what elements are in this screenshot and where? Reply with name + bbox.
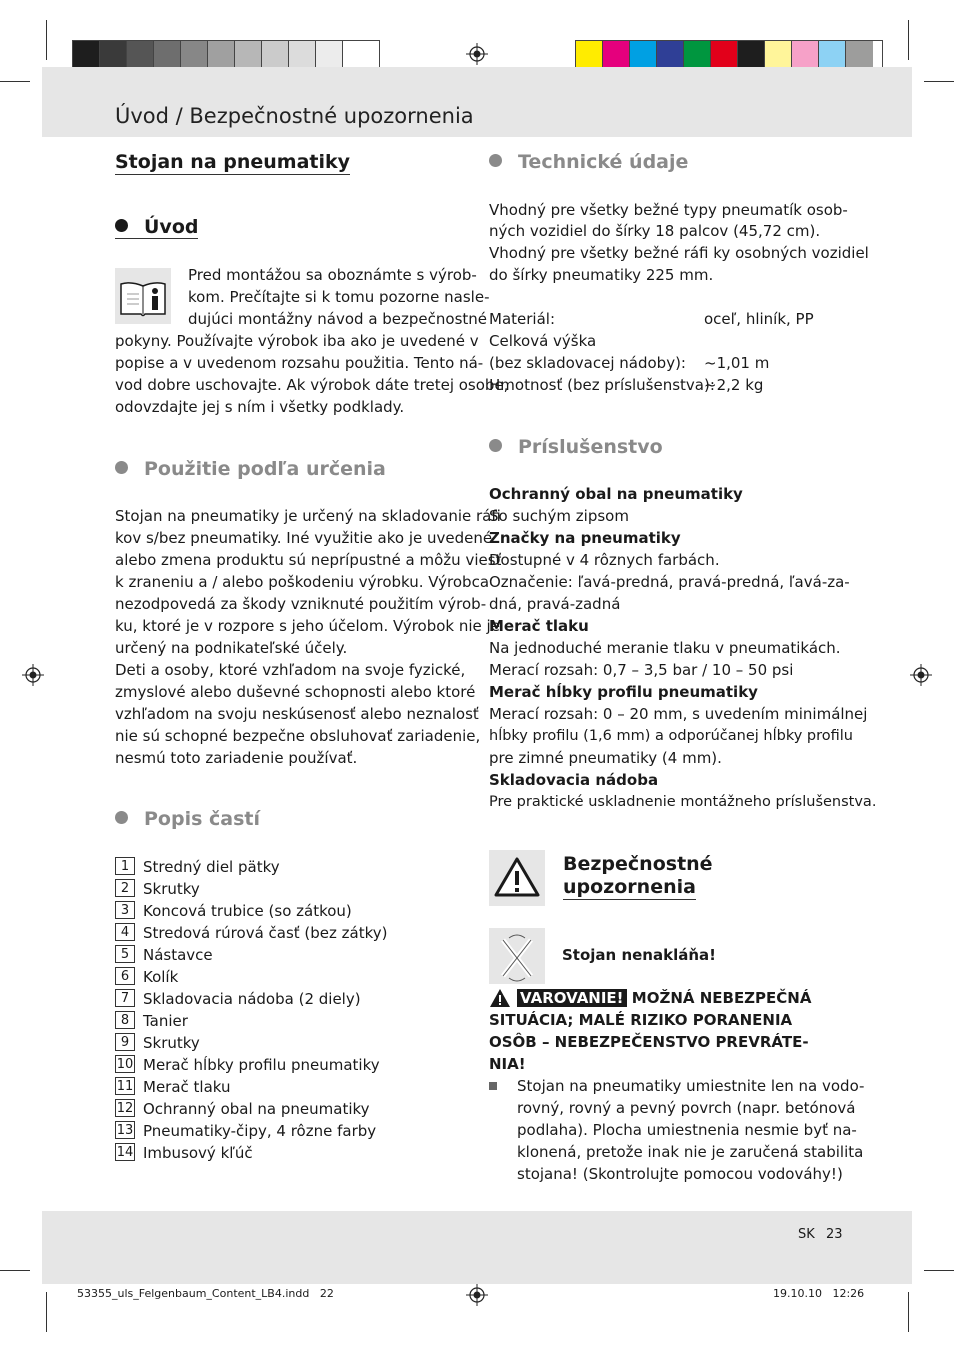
process-color-bar — [575, 40, 883, 70]
parts-item — [115, 1142, 253, 1164]
intro-line: popise a v uvedenom rozsahu použitia. Tento ná- — [115, 354, 484, 372]
tech-line: ných vozidiel do šírky 18 palcov (45,72 cm). — [489, 222, 821, 240]
spec-label: Celková výška — [489, 332, 597, 350]
part-label: Kolík — [143, 968, 179, 986]
registration-mark-icon — [910, 664, 932, 686]
crop-mark — [0, 81, 30, 82]
part-number: 8 — [115, 1011, 135, 1029]
accessory-line: hĺbky profilu (1,6 mm) a odporúčanej hĺbky profilu — [489, 728, 853, 744]
part-label: Tanier — [143, 1012, 188, 1030]
parts-item — [115, 900, 352, 922]
crop-mark — [46, 20, 47, 60]
intro-line: Pred montážou sa oboznámte s výrob- — [188, 266, 477, 284]
color-swatch — [711, 41, 738, 69]
parts-item — [115, 1032, 200, 1054]
no-tilt-text: Stojan nenakláňa! — [562, 946, 716, 964]
tech-line: Vhodný pre všetky bežné ráfi ky osobných vozidiel — [489, 244, 869, 262]
parts-item — [115, 1010, 188, 1032]
color-swatch — [846, 41, 873, 69]
color-swatch — [630, 41, 657, 69]
spec-label: Hmotnosť (bez príslušenstva): — [489, 376, 715, 394]
tech-line: Vhodný pre všetky bežné typy pneumatík osob- — [489, 201, 848, 219]
safety-bullet-line: rovný, rovný a pevný povrch (napr. betónová — [517, 1099, 856, 1117]
part-label: Merač hĺbky profilu pneumatiky — [143, 1056, 380, 1074]
usage-line: nesmú toto zariadenie používať. — [115, 749, 358, 767]
warning-label: VAROVANIE! — [517, 989, 627, 1007]
part-label: Skrutky — [143, 880, 200, 898]
parts-heading: Popis častí — [115, 808, 260, 830]
color-swatch — [235, 41, 262, 69]
part-number: 5 — [115, 945, 135, 963]
part-number: 12 — [116, 1101, 134, 1116]
color-swatch — [73, 41, 100, 69]
color-swatch — [100, 41, 127, 69]
accessory-title: Merač hĺbky profilu pneumatiky — [489, 683, 758, 701]
part-label: Nástavce — [143, 946, 213, 964]
crop-mark — [924, 81, 954, 82]
safety-bullet-line: Stojan na pneumatiky umiestnite len na vodo- — [517, 1077, 865, 1095]
color-swatch — [792, 41, 819, 69]
safety-bullet-line: stojana! (Skontrolujte pomocou vodováhy!) — [517, 1165, 843, 1183]
part-number: 4 — [115, 923, 135, 941]
registration-mark-icon — [466, 1284, 488, 1306]
color-swatch — [127, 41, 154, 69]
parts-item — [115, 1120, 376, 1142]
color-swatch — [181, 41, 208, 69]
accessory-line: dná, pravá-zadná — [489, 595, 621, 613]
part-label: Stredová rúrová časť (bez zátky) — [143, 924, 388, 942]
part-label: Stredný diel pätky — [143, 858, 280, 876]
intro-heading: Úvod — [115, 216, 198, 239]
usage-line: vzhľadom na svoju neskúsenosť alebo neznalosť — [115, 705, 479, 723]
part-number: 1 — [115, 857, 135, 875]
warning-triangle-icon — [489, 850, 545, 906]
tech-line: do šírky pneumatiky 225 mm. — [489, 266, 714, 284]
accessory-line: Dostupné v 4 rôznych farbách. — [489, 551, 720, 569]
bullet-dot-icon — [489, 439, 502, 452]
parts-item — [115, 1076, 231, 1098]
intro-line: dujúci montážny návod a bezpečnostné — [188, 310, 488, 328]
color-swatch — [765, 41, 792, 69]
tech-heading: Technické údaje — [489, 151, 688, 173]
color-swatch — [603, 41, 630, 69]
usage-line: určený na podnikateľské účely. — [115, 639, 348, 657]
accessory-title: Značky na pneumatiky — [489, 529, 681, 547]
crop-mark — [908, 20, 909, 60]
usage-line: nezodpovedá za škody vzniknuté použitím výrob- — [115, 595, 487, 613]
accessory-line: Na jednoduché meranie tlaku v pneumatikách. — [489, 639, 841, 657]
usage-line: zmyslové alebo duševné schopnosti alebo ktoré — [115, 683, 476, 701]
parts-item — [115, 966, 178, 988]
usage-line: kov s/bez pneumatiky. Iné využitie ako je uvedené — [115, 529, 493, 547]
accessory-line: So suchým zipsom — [489, 507, 629, 525]
part-label: Skladovacia nádoba (2 diely) — [143, 990, 361, 1008]
spec-label: Materiál: — [489, 310, 555, 328]
usage-heading: Použitie podľa určenia — [115, 458, 386, 480]
warning-line: NIA! — [489, 1055, 526, 1073]
usage-line: Deti a osoby, ktoré vzhľadom na svoje fyzické, — [115, 661, 466, 679]
part-number: 2 — [115, 879, 135, 897]
bullet-dot-icon — [115, 811, 128, 824]
part-number: 7 — [115, 989, 135, 1007]
warning-first-line: VAROVANIE! MOŽNÁ NEBEZPEČNÁ — [517, 987, 811, 1009]
parts-item — [115, 944, 213, 966]
gray-color-bar — [72, 40, 380, 70]
no-tilt-icon — [489, 928, 545, 984]
bullet-dot-icon — [489, 154, 502, 167]
intro-line: pokyny. Používajte výrobok iba ako je uvedené v — [115, 332, 479, 350]
registration-mark-icon — [22, 664, 44, 686]
part-label: Merač tlaku — [143, 1078, 231, 1096]
bullet-dot-icon — [115, 219, 128, 232]
file-name: 53355_uls_Felgenbaum_Content_LB4.indd 22 — [77, 1287, 334, 1300]
intro-line: vod dobre uschovajte. Ak výrobok dáte tretej osobe, — [115, 376, 509, 394]
warning-triangle-small-icon — [489, 988, 511, 1008]
accessories-heading: Príslušenstvo — [489, 436, 663, 458]
accessory-line: Označenie: ľavá-predná, pravá-predná, ľavá-za- — [489, 573, 850, 591]
color-swatch — [657, 41, 684, 69]
accessory-title: Skladovacia nádoba — [489, 771, 659, 789]
color-swatch — [262, 41, 289, 69]
part-number: 14 — [116, 1145, 134, 1160]
warning-line: SITUÁCIA; MALÉ RIZIKO PORANENIA — [489, 1011, 793, 1029]
parts-item — [115, 1054, 380, 1076]
print-date: 19.10.10 12:26 — [773, 1287, 865, 1300]
color-swatch — [316, 41, 343, 69]
part-label: Pneumatiky-čipy, 4 rôzne farby — [143, 1122, 377, 1140]
usage-line: ku, ktoré je v rozpore s jeho účelom. Výrobok nie je — [115, 617, 500, 635]
spec-value: ~1,01 m — [704, 354, 770, 372]
language-code: SK — [798, 1227, 815, 1242]
color-swatch — [738, 41, 765, 69]
accessory-title: Merač tlaku — [489, 617, 589, 635]
registration-mark-icon — [466, 43, 488, 65]
info-book-icon — [115, 268, 171, 324]
color-swatch — [819, 41, 846, 69]
part-number: 10 — [116, 1057, 134, 1072]
usage-line: k zraneniu a / alebo poškodeniu výrobku. Výrobca — [115, 573, 490, 591]
part-number: 3 — [115, 901, 135, 919]
parts-item — [115, 922, 388, 944]
footer-band — [42, 1211, 912, 1284]
color-swatch — [289, 41, 316, 69]
color-swatch — [154, 41, 181, 69]
page-number: 23 — [826, 1227, 843, 1242]
safety-bullet-line: klonená, pretože inak nie je zaručená stabilita — [517, 1143, 864, 1161]
crop-mark — [908, 1292, 909, 1332]
part-label: Koncová trubice (so zátkou) — [143, 902, 352, 920]
parts-item — [115, 988, 361, 1010]
bullet-dot-icon — [115, 461, 128, 474]
crop-mark — [0, 1270, 30, 1271]
page-title: Úvod / Bezpečnostné upozornenia — [115, 104, 474, 128]
usage-line: Stojan na pneumatiky je určený na skladovanie ráfi — [115, 507, 501, 525]
crop-mark — [924, 1270, 954, 1271]
part-number: 13 — [116, 1123, 134, 1138]
safety-heading: Bezpečnostné upozornenia — [563, 853, 713, 898]
warning-line: OSÔB – NEBEZPEČENSTVO PREVRÁTE- — [489, 1033, 809, 1051]
usage-line: alebo zmena produktu sú neprípustné a môžu viesť — [115, 551, 502, 569]
part-label: Skrutky — [143, 1034, 200, 1052]
intro-line: kom. Prečítajte si k tomu pozorne nasle- — [188, 288, 490, 306]
color-swatch — [208, 41, 235, 69]
color-swatch — [684, 41, 711, 69]
accessory-line: Merací rozsah: 0 – 20 mm, s uvedením minimálnej — [489, 705, 868, 723]
accessory-line: pre zimné pneumatiky (4 mm). — [489, 749, 722, 767]
usage-line: nie sú schopné bezpečne obsluhovať zariadenie, — [115, 727, 481, 745]
accessory-line: Merací rozsah: 0,7 – 3,5 bar / 10 – 50 psi — [489, 661, 794, 679]
spec-value: ~2,2 kg — [704, 376, 764, 394]
crop-mark — [46, 1292, 47, 1332]
square-bullet-icon — [489, 1082, 497, 1090]
parts-item — [115, 856, 280, 878]
part-number: 9 — [115, 1033, 135, 1051]
accessory-line: Pre praktické uskladnenie montážneho príslušenstva. — [489, 794, 877, 810]
color-swatch — [576, 41, 603, 69]
part-label: Imbusový kľúč — [143, 1144, 253, 1162]
parts-item — [115, 1098, 370, 1120]
part-label: Ochranný obal na pneumatiky — [143, 1100, 370, 1118]
safety-bullet-line: podlaha). Plocha umiestnenia nesmie byť na- — [517, 1121, 857, 1139]
intro-line: odovzdajte jej s ním i všetky podklady. — [115, 398, 405, 416]
color-swatch — [343, 41, 370, 69]
spec-label: (bez skladovacej nádoby): — [489, 354, 686, 372]
parts-item — [115, 878, 200, 900]
spec-value: oceľ, hliník, PP — [704, 310, 814, 328]
accessory-title: Ochranný obal na pneumatiky — [489, 485, 743, 503]
part-number: 11 — [116, 1079, 134, 1094]
part-number: 6 — [115, 967, 135, 985]
product-title: Stojan na pneumatiky — [115, 151, 351, 173]
